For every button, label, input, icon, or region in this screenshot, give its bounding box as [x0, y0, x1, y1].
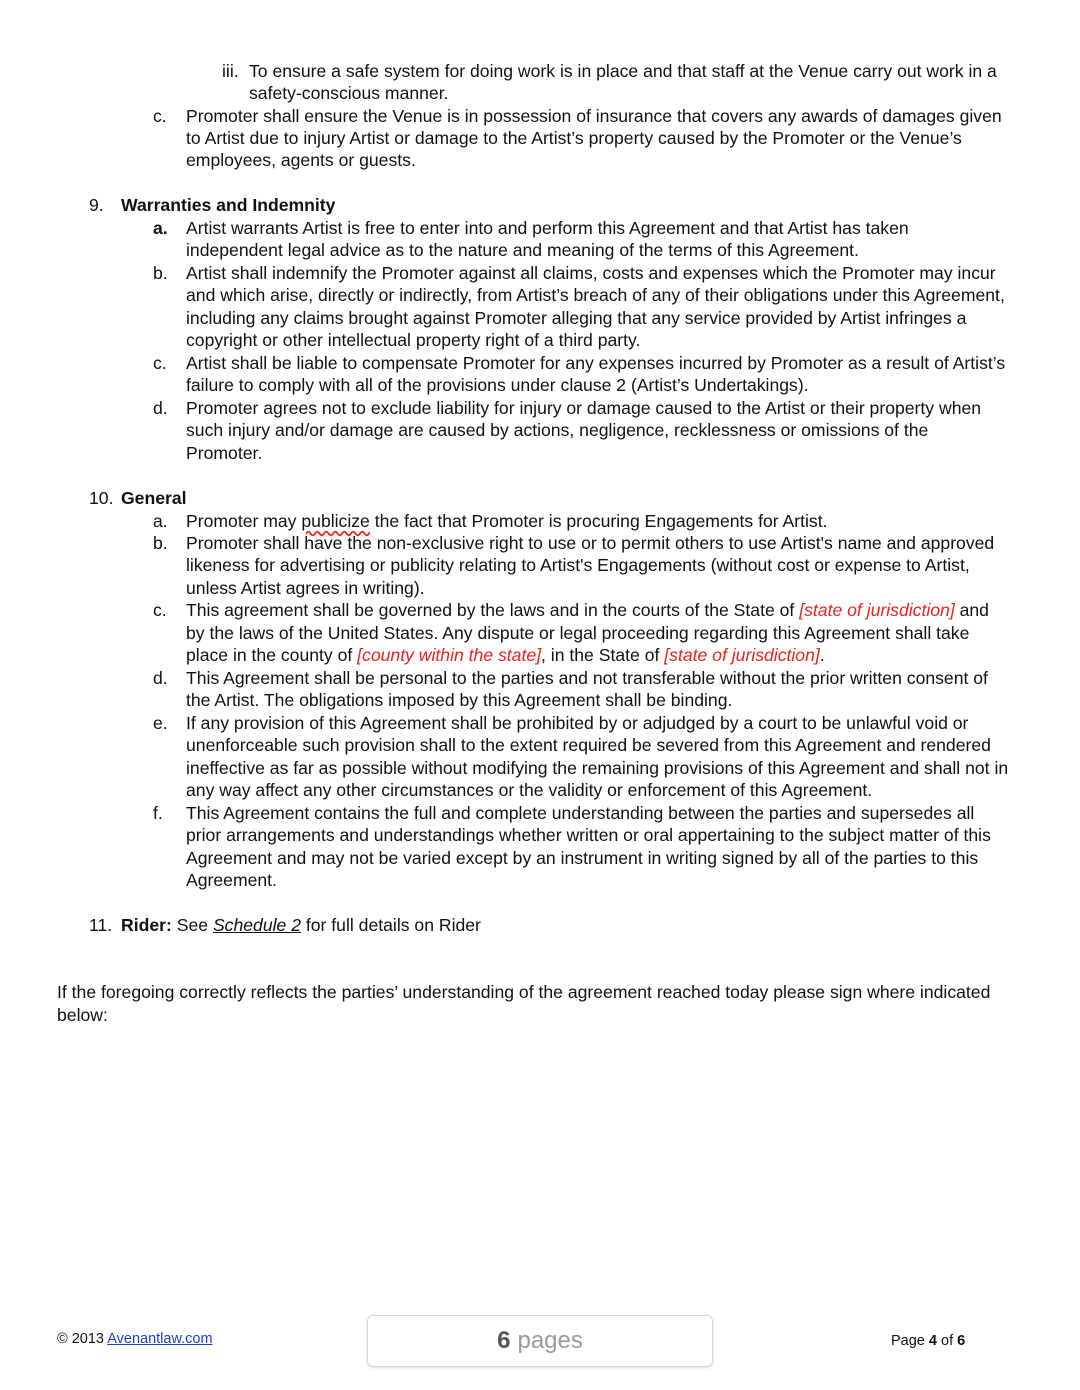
clause-text-line: safety-conscious manner. — [249, 83, 449, 103]
section-heading: Rider: — [121, 915, 172, 935]
clause-text-line: copyright or other intellectual property right of a third party. — [186, 330, 641, 350]
clause-text-line — [186, 644, 825, 667]
clause-text-line: failure to comply with all of the provisions under clause 2 (Artist’s Undertakings). — [186, 375, 809, 395]
clause-text-line: ineffective as far as possible without modifying the remaining provisions of this Agreement and shall not in — [186, 758, 1009, 778]
schedule-2-link[interactable]: Schedule 2 — [212, 915, 301, 935]
clause-text-line: prior arrangements and understandings whether written or oral appertaining to the subject matter of this — [186, 825, 991, 845]
website-link[interactable]: Avenantlaw.com — [107, 1331, 213, 1347]
clause-text-line: independent legal advice as to the nature and meaning of the terms of this Agreement. — [186, 240, 859, 260]
section-number: 10. — [89, 488, 114, 508]
current-page: 4 — [928, 1333, 937, 1349]
clause-text-line: Promoter shall ensure the Venue is in possession of insurance that covers any awards of damages given — [186, 106, 1002, 126]
text-segment: See — [171, 915, 213, 935]
clause-text-line: Agreement. — [186, 870, 277, 890]
clause-text-line — [186, 510, 828, 533]
text-segment: Promoter may — [186, 511, 302, 531]
section-number: 9. — [89, 195, 104, 215]
list-marker: c. — [153, 106, 167, 126]
list-marker: c. — [153, 600, 167, 620]
placeholder-county[interactable]: [county within the state] — [357, 645, 542, 665]
copyright — [57, 1328, 213, 1351]
list-marker: e. — [153, 713, 168, 733]
list-marker: f. — [153, 803, 163, 823]
clause-text-line: by the laws of the United States. Any dispute or legal proceeding regarding this Agreement shall take — [186, 623, 970, 643]
page-count-label: pages — [517, 1326, 583, 1354]
list-marker: a. — [153, 511, 168, 531]
list-marker: c. — [153, 353, 167, 373]
clause-text-line: employees, agents or guests. — [186, 150, 416, 170]
list-marker: b. — [153, 263, 168, 283]
clause-text-line: such injury and/or damage are caused by actions, negligence, recklessness or omissions of the — [186, 420, 929, 440]
clause-text-line: Agreement and may not be varied except by an instrument in writing signed by all of the parties to this — [186, 848, 979, 868]
clause-text-line: the Artist. The obligations imposed by this Agreement shall be binding. — [186, 690, 733, 710]
text-segment: the fact that Promoter is procuring Engagements for Artist. — [369, 511, 828, 531]
list-marker: d. — [153, 668, 168, 688]
clause-text-line: Promoter agrees not to exclude liability for injury or damage caused to the Artist or their property when — [186, 398, 982, 418]
closing-text-line: If the foregoing correctly reflects the parties’ understanding of the agreement reached today please sign where indicated — [57, 982, 991, 1002]
rider-line — [121, 914, 481, 937]
page-count-indicator — [367, 1315, 713, 1367]
clause-text-line: Artist warrants Artist is free to enter into and perform this Agreement and that Artist has taken — [186, 218, 909, 238]
copyright-text: © 2013 — [57, 1331, 104, 1347]
clause-text-line: If any provision of this Agreement shall be prohibited by or adjudged by a court to be unlawful void or — [186, 713, 969, 733]
clause-text-line: unenforceable such provision shall to the extent required be severed from this Agreement and rendered — [186, 735, 991, 755]
clause-text-line: Promoter shall have the non-exclusive right to use or to permit others to use Artist's name and approved — [186, 533, 995, 553]
text-segment: Page — [891, 1333, 929, 1349]
clause-text-line: and which arise, directly or indirectly, from Artist’s breach of any of their obligations under this Agreement, — [186, 285, 1005, 305]
clause-text-line: This Agreement shall be personal to the parties and not transferable without the prior written consent of — [186, 668, 988, 688]
clause-text-line: any way affect any other circumstances or the validity or enforcement of this Agreement. — [186, 780, 873, 800]
section-heading: Warranties and Indemnity — [121, 195, 336, 215]
clause-text-line: including any claims brought against Promoter alleging that any service provided by Artist infringes a — [186, 308, 967, 328]
text-segment: place in the county of — [186, 645, 358, 665]
clause-text-line: Artist shall be liable to compensate Promoter for any expenses incurred by Promoter as a result of Artist’s — [186, 353, 1006, 373]
text-segment: . — [819, 645, 825, 665]
page-number — [891, 1330, 965, 1353]
clause-text-line — [186, 599, 989, 622]
clause-text-line: This Agreement contains the full and complete understanding between the parties and supersedes all — [186, 803, 975, 823]
clause-text-line: to Artist due to injury Artist or damage to the Artist’s property caused by the Promoter or the Venue’s — [186, 128, 962, 148]
list-marker: a. — [153, 218, 168, 238]
page-count-number: 6 — [497, 1326, 511, 1354]
text-segment: for full details on Rider — [300, 915, 481, 935]
placeholder-state[interactable]: [state of jurisdiction] — [664, 645, 820, 665]
section-number: 11. — [89, 915, 113, 935]
list-marker: d. — [153, 398, 168, 418]
section-heading: General — [121, 488, 187, 508]
clause-text-line: Promoter. — [186, 443, 263, 463]
clause-text-line: Artist shall indemnify the Promoter against all claims, costs and expenses which the Promoter may incur — [186, 263, 996, 283]
placeholder-state[interactable]: [state of jurisdiction] — [799, 600, 955, 620]
text-segment: This agreement shall be governed by the laws and in the courts of the State of — [186, 600, 800, 620]
closing-text-line: below: — [57, 1005, 108, 1025]
total-pages: 6 — [957, 1333, 966, 1349]
clause-text-line: unless Artist agrees in writing). — [186, 578, 425, 598]
text-segment: , in the State of — [541, 645, 665, 665]
text-segment: and — [954, 600, 989, 620]
clause-text-line: likeness for advertising or publicity relating to Artist's Engagements (without cost or expense to Artist, — [186, 555, 970, 575]
clause-text-line: To ensure a safe system for doing work is in place and that staff at the Venue carry out work in a — [249, 61, 997, 81]
list-marker: b. — [153, 533, 168, 553]
spellcheck-flagged-word[interactable]: publicize — [301, 511, 370, 531]
text-segment: of — [936, 1333, 958, 1349]
list-marker: iii. — [222, 61, 239, 81]
